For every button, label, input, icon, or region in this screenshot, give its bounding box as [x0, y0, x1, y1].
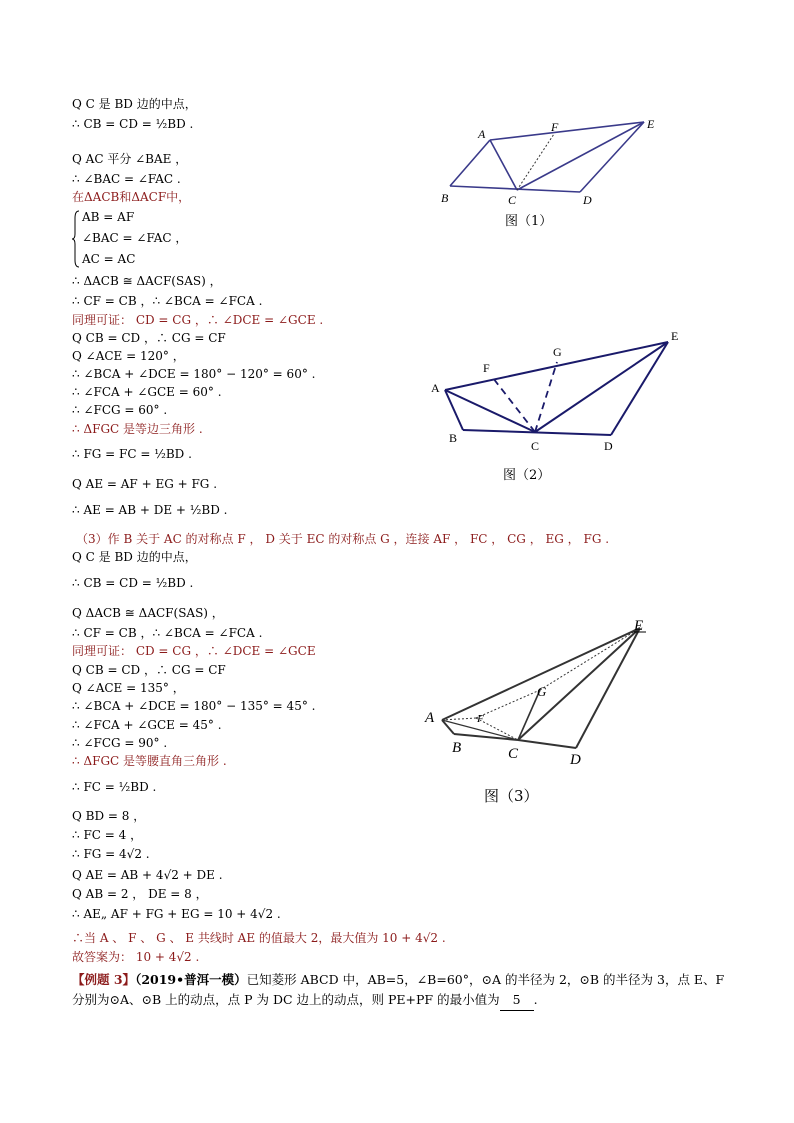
- text-line: ∴ ∠FCA + ∠GCE = 60° .: [72, 385, 222, 399]
- point-label: A: [425, 710, 435, 726]
- example-text: 已知菱形 ABCD 中，AB=5，∠B=60°，⊙A 的半径为 2，⊙B 的半径为 3，点 E、F 分别为⊙A、⊙B 上的动点，点 P 为 DC 边上的动点，则 PE+PF 的最小值为: [72, 972, 725, 1007]
- text-line: ∴ ∠BCA + ∠DCE = 180° − 135° = 45° .: [72, 699, 316, 713]
- point-label: G: [553, 345, 562, 359]
- point-label: C: [531, 439, 540, 453]
- text-line: Q ∠ACE = 120° ，: [72, 349, 185, 363]
- text-line: ∴ ΔACB ≅ ΔACF(SAS) ，: [72, 274, 222, 288]
- point-label: E: [634, 618, 644, 634]
- text-line: ∴ ∠FCA + ∠GCE = 45° .: [72, 718, 222, 732]
- text-line: ∴ ∠BCA + ∠DCE = 180° − 120° = 60° .: [72, 367, 316, 381]
- figure-3: [420, 612, 660, 772]
- text-line: Q AE = AF + EG + FG .: [72, 477, 218, 491]
- point-label: C: [508, 193, 517, 207]
- text-line: ∴ CF = CB ，∴ ∠BCA = ∠FCA .: [72, 626, 263, 640]
- text-line: 在ΔACB和ΔACF中，: [72, 190, 191, 204]
- text-line: AB = AF: [82, 210, 135, 224]
- text-line: ∴ CB = CD = ½BD .: [72, 576, 194, 590]
- example-tag: 【例题 3】: [72, 972, 136, 987]
- figure-caption: 图（2）: [503, 468, 551, 483]
- brace-icon: [72, 210, 80, 268]
- text-line: ∴ FG = 4√2 .: [72, 847, 150, 861]
- point-label: B: [441, 191, 449, 205]
- text-line: Q ∠ACE = 135° ，: [72, 681, 185, 695]
- text-line: Q AB = 2 ， DE = 8 ，: [72, 887, 208, 901]
- point-label: B: [449, 431, 458, 445]
- text-line: ∠BAC = ∠FAC ，: [82, 231, 188, 245]
- point-label: G: [537, 684, 547, 699]
- text-line: Q AE = AB + 4√2 + DE .: [72, 868, 223, 882]
- point-label: E: [671, 329, 679, 343]
- point-label: A: [431, 381, 440, 395]
- text-line: ∴ AE„ AF + FG + EG = 10 + 4√2 .: [72, 907, 281, 921]
- text-line: 同理可证： CD = CG ，∴ ∠DCE = ∠GCE .: [72, 313, 324, 327]
- example-3: 【例题 3】（2019•普洱一模）已知菱形 ABCD 中，AB=5，∠B=60°，⊙A 的半径为 2，⊙B 的半径为 3，点 E、F 分别为⊙A、⊙B 上的动点，点 P 为 DC 边上的动点，则 PE+PF 的最小值为 5 .: [72, 970, 732, 1011]
- point-label: E: [647, 117, 655, 131]
- text-line: Q CB = CD ，∴ CG = CF: [72, 663, 226, 677]
- point-label: D: [604, 439, 613, 453]
- point-label: F: [483, 361, 490, 375]
- text-line: Q AC 平分 ∠BAE ，: [72, 152, 188, 166]
- text-line: Q ΔACB ≅ ΔACF(SAS) ，: [72, 606, 224, 620]
- point-label: C: [508, 746, 519, 762]
- answer-blank: 5: [500, 990, 534, 1011]
- text-line: Q BD = 8 ，: [72, 809, 146, 823]
- text-line: ∴ CB = CD = ½BD .: [72, 117, 194, 131]
- figure-caption: 图（1）: [505, 214, 553, 229]
- point-label: A: [478, 127, 486, 141]
- text-line: ∴ ΔFGC 是等边三角形 .: [72, 422, 203, 436]
- point-label: D: [583, 193, 592, 207]
- text-line: ∴当 A 、 F 、 G 、 E 共线时 AE 的值最大 2，最大值为 10 + 4√2 .: [72, 931, 446, 945]
- text-line: ∴ ∠FCG = 90° .: [72, 736, 168, 750]
- text-line: Q C 是 BD 边的中点，: [72, 97, 197, 111]
- text-line: AC = AC: [82, 252, 136, 266]
- text-line: 故答案为： 10 + 4√2 .: [72, 950, 200, 964]
- text-line: ∴ AE = AB + DE + ½BD .: [72, 503, 228, 517]
- text-line: Q C 是 BD 边的中点，: [72, 550, 197, 564]
- point-label: F: [551, 120, 559, 134]
- point-label: B: [452, 740, 462, 756]
- text-line: Q CB = CD ，∴ CG = CF: [72, 331, 226, 345]
- point-label: D: [570, 752, 581, 768]
- figure-caption: 图（3）: [484, 787, 539, 805]
- text-line: 同理可证： CD = CG ，∴ ∠DCE = ∠GCE: [72, 644, 316, 658]
- figure-1: [430, 110, 660, 210]
- figure-2: [425, 322, 690, 457]
- text-line: ∴ FC = 4 ，: [72, 828, 143, 842]
- text-line: ∴ FC = ½BD .: [72, 780, 157, 794]
- text-line: ∴ FG = FC = ½BD .: [72, 447, 192, 461]
- text-line: ∴ CF = CB ，∴ ∠BCA = ∠FCA .: [72, 294, 263, 308]
- text-line: （3）作 B 关于 AC 的对称点 F ， D 关于 EC 的对称点 G ，连接 AF ， FC ， CG ， EG ， FG .: [76, 532, 610, 546]
- text-line: ∴ ΔFGC 是等腰直角三角形 .: [72, 754, 227, 768]
- example-source: （2019•普洱一模）: [135, 972, 247, 987]
- text-line: ∴ ∠FCG = 60° .: [72, 403, 168, 417]
- text-line: ∴ ∠BAC = ∠FAC .: [72, 172, 181, 186]
- point-label: F: [477, 713, 484, 725]
